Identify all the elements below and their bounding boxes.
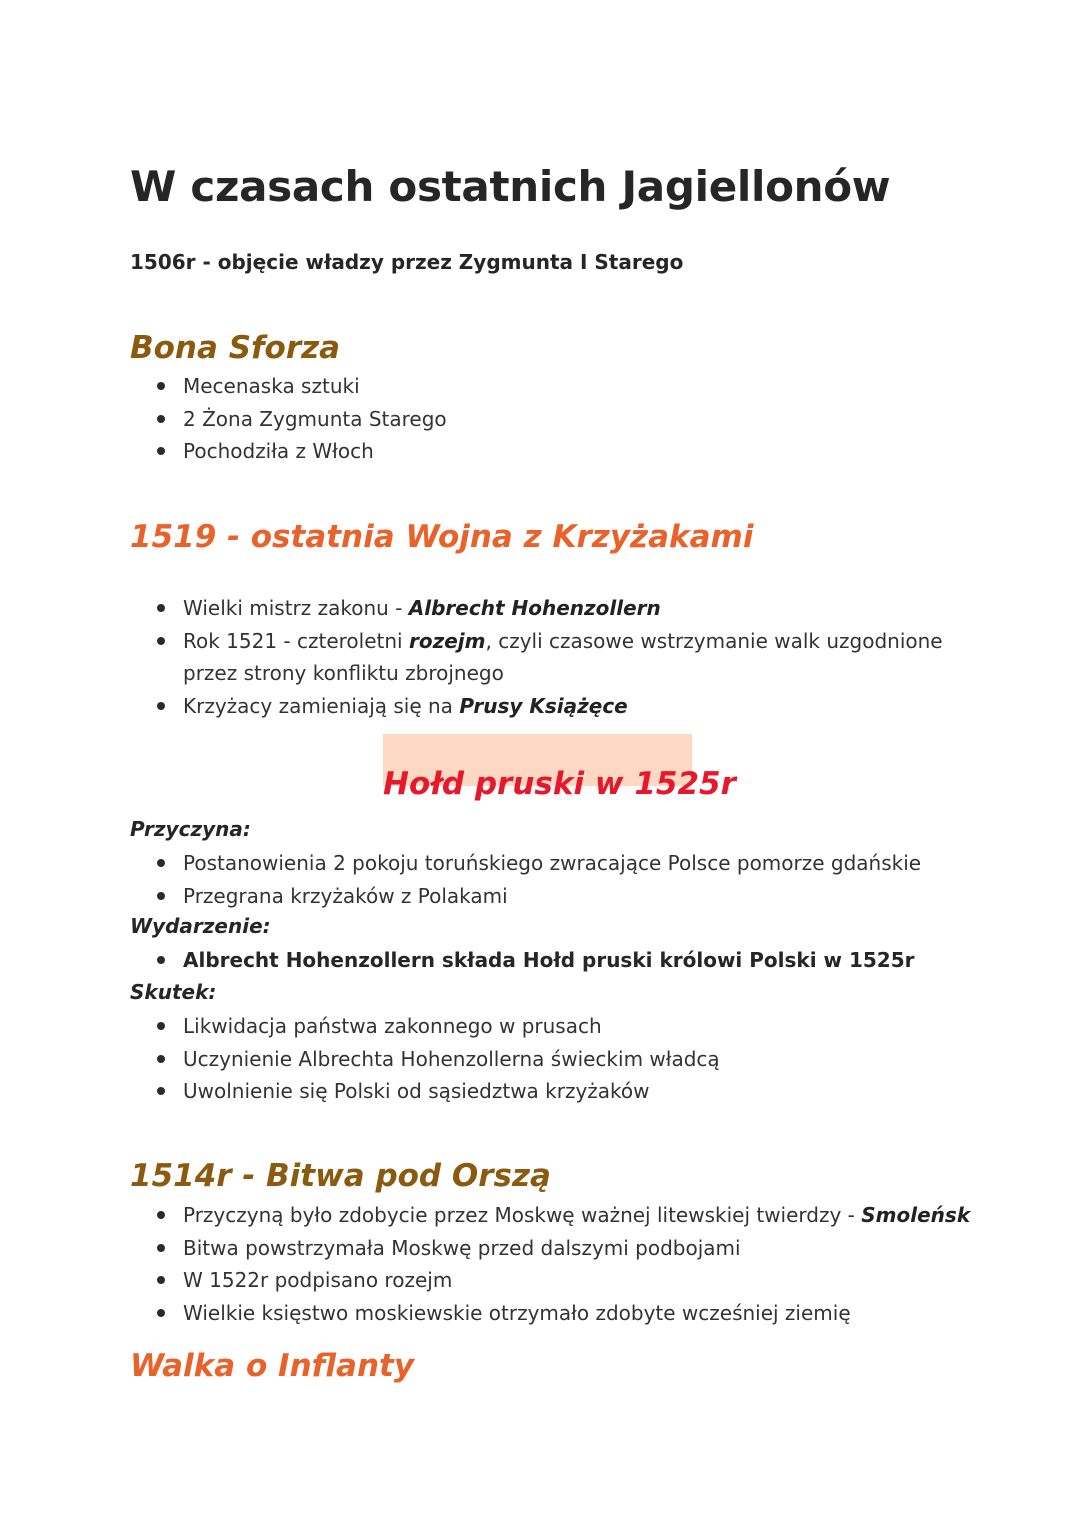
event-list [130, 944, 915, 977]
label-effect: Skutek: [130, 980, 217, 1004]
war-1519-list [130, 592, 943, 722]
item-text: Krzyżacy zamieniają się na [183, 693, 460, 718]
heading-war-1519: 1519 - ostatnia Wojna z Krzyżakami [130, 519, 754, 555]
causes-list [130, 847, 921, 912]
item-bold: Smoleńsk [861, 1203, 971, 1227]
item-text: Rok 1521 - czteroletni [183, 628, 409, 653]
list-item: Bitwa powstrzymała Moskwę przed dalszymi podbojami [130, 1232, 970, 1265]
list-item: Uwolnienie się Polski od sąsiedztwa krzyżaków [130, 1075, 720, 1108]
orsza-list [130, 1199, 970, 1329]
list-item: Wielkie księstwo moskiewskie otrzymało zdobyte wcześniej ziemię [130, 1297, 970, 1330]
heading-walka-o-inflanty: Walka o Inflanty [130, 1348, 415, 1384]
list-item [130, 592, 943, 625]
item-text: , czyli czasowe wstrzymanie walk uzgodnione [485, 628, 943, 653]
item-bold: rozejm [408, 628, 486, 653]
list-item: Likwidacja państwa zakonnego w prusach [130, 1010, 720, 1043]
list-item [130, 1199, 970, 1232]
label-cause: Przyczyna: [130, 817, 251, 841]
item-text-continued: przez strony konfliktu zbrojnego [183, 661, 504, 685]
effects-list [130, 1010, 720, 1108]
bona-list [130, 370, 447, 468]
list-item: Pochodziła z Włoch [130, 435, 447, 468]
page-title: W czasach ostatnich Jagiellonów [130, 162, 891, 211]
item-bold: Prusy Książęce [459, 693, 628, 718]
list-item: Uczynienie Albrechta Hohenzollerna świeckim władcą [130, 1043, 720, 1076]
highlight-box [383, 734, 736, 802]
page-subtitle: 1506r - objęcie władzy przez Zygmunta I Starego [130, 250, 684, 274]
item-text: Wielki mistrz zakonu - [183, 596, 409, 620]
list-item: Przegrana krzyżaków z Polakami [130, 880, 921, 913]
heading-bitwa-pod-orsza: 1514r - Bitwa pod Orszą [130, 1158, 551, 1194]
heading-hold-pruski: Hołd pruski w 1525r [383, 765, 736, 802]
list-item [130, 625, 943, 690]
list-item [130, 690, 943, 723]
item-bold: Albrecht Hohenzollern [408, 596, 661, 620]
list-item: Albrecht Hohenzollern składa Hołd pruski królowi Polski w 1525r [130, 944, 915, 977]
list-item: 2 Żona Zygmunta Starego [130, 403, 447, 436]
list-item: W 1522r podpisano rozejm [130, 1264, 970, 1297]
heading-bona-sforza: Bona Sforza [130, 330, 341, 366]
list-item: Mecenaska sztuki [130, 370, 447, 403]
label-event: Wydarzenie: [130, 914, 271, 938]
list-item: Postanowienia 2 pokoju toruńskiego zwracające Polsce pomorze gdańskie [130, 847, 921, 880]
item-text: Przyczyną było zdobycie przez Moskwę ważnej litewskiej twierdzy - [183, 1203, 862, 1227]
